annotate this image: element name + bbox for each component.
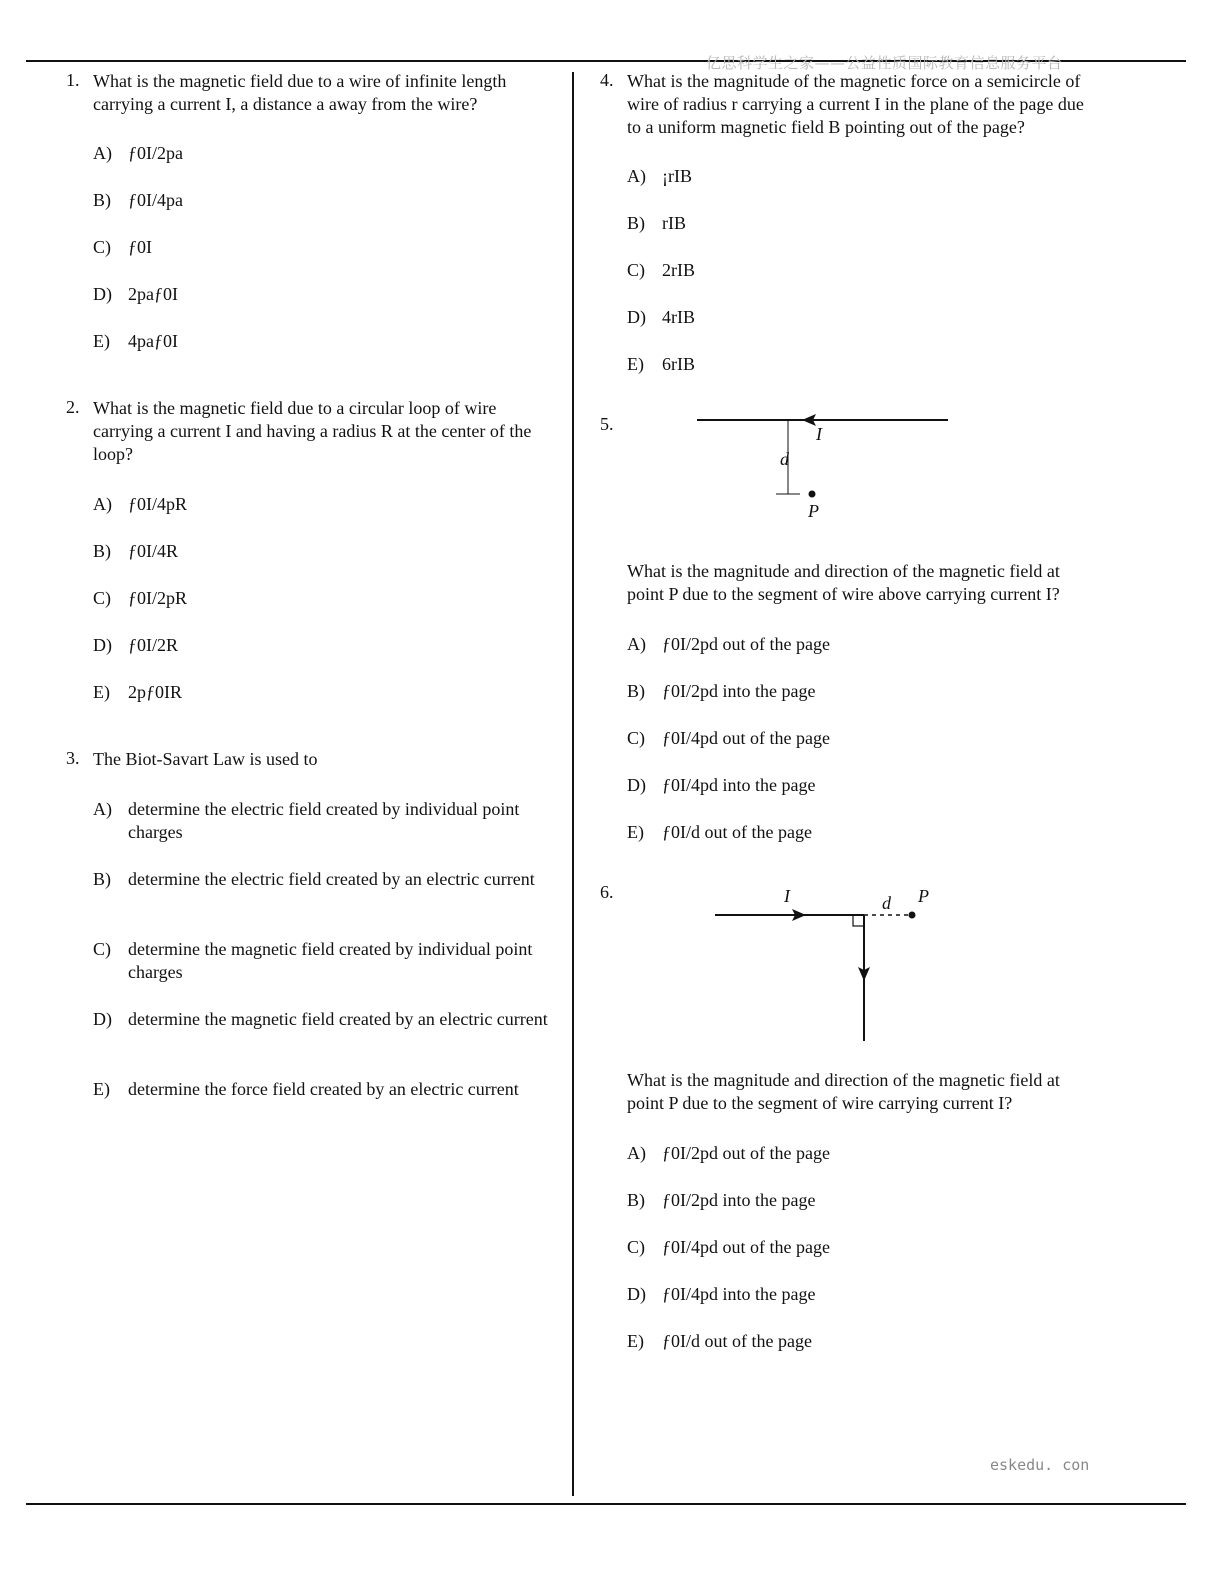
option-text: ƒ0I/2pd into the page <box>662 681 816 701</box>
distance-label: d <box>780 449 789 469</box>
figure-6-wire-diagram <box>660 876 1060 1051</box>
option-text: 6rIB <box>662 354 695 374</box>
option-c[interactable]: C) 2rIB <box>627 260 695 280</box>
option-b[interactable]: B) rIB <box>627 213 686 233</box>
option-text: ƒ0I/2pd out of the page <box>662 634 830 654</box>
option-c[interactable]: C) determine the magnetic field created by individual point charges <box>93 938 556 1008</box>
option-text: ƒ0I/2pR <box>128 588 188 608</box>
option-e[interactable]: E) ƒ0I/d out of the page <box>627 822 812 842</box>
watermark-bottom: eskedu. con <box>990 1456 1090 1474</box>
question-number: 4. <box>600 70 614 90</box>
question-1 <box>66 70 556 377</box>
option-b[interactable]: B) ƒ0I/4pa <box>93 190 183 210</box>
option-text: 2rIB <box>662 260 695 280</box>
column-divider <box>572 72 574 1496</box>
option-b[interactable]: B) ƒ0I/2pd into the page <box>627 681 816 701</box>
point-label: P <box>918 886 929 906</box>
option-text: ƒ0I/2pd out of the page <box>662 1143 830 1163</box>
question-4 <box>600 70 1100 400</box>
option-text: ƒ0I/4pR <box>128 494 188 514</box>
option-d[interactable]: D) determine the magnetic field created by an electric current <box>93 1008 556 1078</box>
option-d[interactable]: D) ƒ0I/4pd into the page <box>627 775 816 795</box>
options <box>627 165 1100 400</box>
options <box>627 1142 1100 1377</box>
question-2 <box>66 397 556 728</box>
option-text: ƒ0I/2R <box>128 635 179 655</box>
option-c[interactable]: C) ƒ0I <box>93 237 152 257</box>
question-number: 6. <box>600 882 614 902</box>
option-text: 2pƒ0IR <box>128 682 182 702</box>
left-column <box>66 70 556 1101</box>
option-e[interactable]: E) 6rIB <box>627 354 695 374</box>
question-number: 1. <box>66 70 80 90</box>
option-a[interactable]: A) ƒ0I/2pa <box>93 143 183 163</box>
option-text: ƒ0I/4pd into the page <box>662 775 816 795</box>
question-text: The Biot-Savart Law is used to <box>93 749 318 769</box>
option-c[interactable]: C) ƒ0I/4pd out of the page <box>627 728 830 748</box>
bottom-rule <box>26 1503 1186 1505</box>
option-b[interactable]: B) ƒ0I/4R <box>93 541 179 561</box>
question-number: 5. <box>600 414 614 434</box>
option-text: determine the magnetic field created by individual point charges <box>128 939 533 982</box>
current-label: I <box>816 424 822 444</box>
question-text: What is the magnitude and direction of the magnetic field at point P due to the segment of wire carrying current I? <box>627 1070 1060 1113</box>
option-text: ƒ0I/d out of the page <box>662 1331 812 1351</box>
option-text: ƒ0I/4pd into the page <box>662 1284 816 1304</box>
watermark-top: 亿思科学生之家——公益性质国际教育信息服务平台 <box>706 54 1063 72</box>
option-text: determine the electric field created by individual point charges <box>128 799 520 842</box>
option-text: 4rIB <box>662 307 695 327</box>
option-text: ƒ0I/4pd out of the page <box>662 1237 830 1257</box>
options <box>93 142 556 377</box>
option-b[interactable]: B) determine the electric field created by an electric current <box>93 868 556 938</box>
option-text: ƒ0I/2pd into the page <box>662 1190 816 1210</box>
option-d[interactable]: D) 2paƒ0I <box>93 284 178 304</box>
option-e[interactable]: E) 4paƒ0I <box>93 331 178 351</box>
figure-5-wire-diagram <box>660 408 1060 538</box>
options <box>627 633 1100 868</box>
option-text: ƒ0I/d out of the page <box>662 822 812 842</box>
option-c[interactable]: C) ƒ0I/2pR <box>93 588 188 608</box>
option-text: ƒ0I/4pa <box>128 190 183 210</box>
question-number: 3. <box>66 748 80 768</box>
options <box>93 493 556 728</box>
point-p-dot <box>909 912 916 919</box>
point-label: P <box>808 501 819 521</box>
question-6 <box>600 876 1100 1377</box>
option-a[interactable]: A) ƒ0I/4pR <box>93 494 188 514</box>
option-d[interactable]: D) 4rIB <box>627 307 695 327</box>
question-text: What is the magnetic field due to a wire of infinite length carrying a current I, a distance a away from the wire? <box>93 71 507 114</box>
option-text: determine the force field created by an electric current <box>128 1079 519 1099</box>
option-text: 4paƒ0I <box>128 331 178 351</box>
option-text: ƒ0I/2pa <box>128 143 183 163</box>
options <box>93 798 556 1101</box>
question-5 <box>600 408 1100 868</box>
question-text: What is the magnitude and direction of the magnetic field at point P due to the segment of wire above carrying current I? <box>627 561 1060 604</box>
right-angle-marker <box>853 915 864 926</box>
question-number: 2. <box>66 397 80 417</box>
point-p-dot <box>809 491 816 498</box>
option-d[interactable]: D) ƒ0I/4pd into the page <box>627 1284 816 1304</box>
option-a[interactable]: A) ¡rIB <box>627 166 692 186</box>
current-label: I <box>784 886 790 906</box>
option-b[interactable]: B) ƒ0I/2pd into the page <box>627 1190 816 1210</box>
option-a[interactable]: A) ƒ0I/2pd out of the page <box>627 1143 830 1163</box>
option-text: determine the electric field created by an electric current <box>128 869 535 889</box>
option-e[interactable]: E) 2pƒ0IR <box>93 682 182 702</box>
option-a[interactable]: A) determine the electric field created by individual point charges <box>93 798 556 868</box>
option-d[interactable]: D) ƒ0I/2R <box>93 635 179 655</box>
option-text: determine the magnetic field created by an electric current <box>128 1009 548 1029</box>
option-text: ƒ0I/4R <box>128 541 179 561</box>
question-text: What is the magnetic field due to a circular loop of wire carrying a current I and having a radius R at the center of the loop? <box>93 398 532 464</box>
question-3 <box>66 748 556 1101</box>
option-text: ƒ0I <box>128 237 152 257</box>
option-e[interactable]: E) determine the force field created by an electric current <box>93 1078 556 1101</box>
option-e[interactable]: E) ƒ0I/d out of the page <box>627 1331 812 1351</box>
right-column <box>600 70 1100 1377</box>
option-text: 2paƒ0I <box>128 284 178 304</box>
option-a[interactable]: A) ƒ0I/2pd out of the page <box>627 634 830 654</box>
option-text: ¡rIB <box>662 166 692 186</box>
option-text: rIB <box>662 213 686 233</box>
option-c[interactable]: C) ƒ0I/4pd out of the page <box>627 1237 830 1257</box>
option-text: ƒ0I/4pd out of the page <box>662 728 830 748</box>
question-text: What is the magnitude of the magnetic force on a semicircle of wire of radius r carrying a current I in the plane of the page due to a uniform magnetic field B pointing out of the page? <box>627 71 1084 137</box>
distance-label: d <box>882 893 891 913</box>
